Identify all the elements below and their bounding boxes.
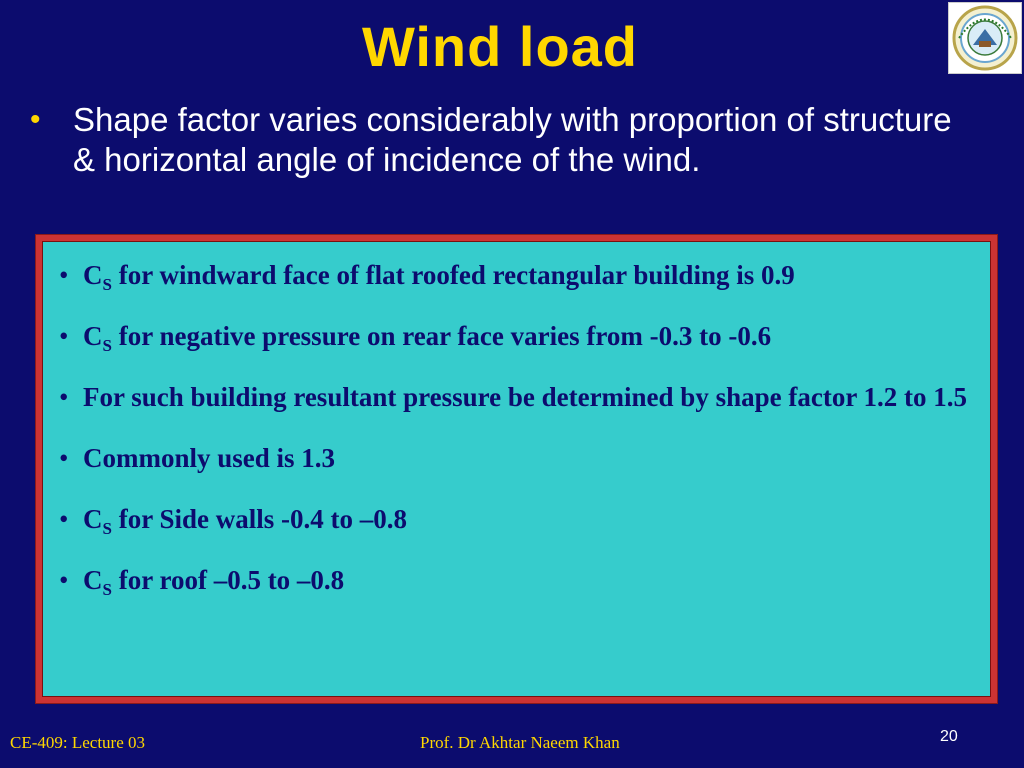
footer-author: Prof. Dr Akhtar Naeem Khan	[420, 733, 620, 752]
list-item: • $C_S$ for roof –0.5 to –0.8	[59, 565, 345, 599]
university-seal-icon	[948, 2, 1022, 74]
highlight-box-inner	[42, 241, 991, 697]
shape-factor-list	[55, 256, 995, 622]
bullet-dot-icon: •	[30, 103, 41, 136]
page-number: 20	[940, 728, 958, 745]
intro-bullet	[30, 100, 960, 180]
list-item: • For such building resultant pressure be determined by shape factor 1.2 to 1.5	[59, 382, 968, 412]
list-item: • $C_S$ for negative pressure on rear face varies from -0.3 to -0.6	[59, 321, 772, 355]
list-item: • $C_S$ for Side walls -0.4 to –0.8	[59, 504, 407, 538]
slide-title: Wind load	[361, 15, 638, 78]
highlight-box	[35, 234, 998, 704]
footer-course: CE-409: Lecture 03	[10, 733, 146, 752]
list-item: • Commonly used is 1.3	[59, 443, 336, 473]
intro-bullet-text: Shape factor varies considerably with proportion of structure & horizontal angle of incidence of the wind.	[73, 101, 952, 178]
list-item: • $C_S$ for windward face of flat roofed rectangular building is 0.9	[59, 260, 795, 294]
